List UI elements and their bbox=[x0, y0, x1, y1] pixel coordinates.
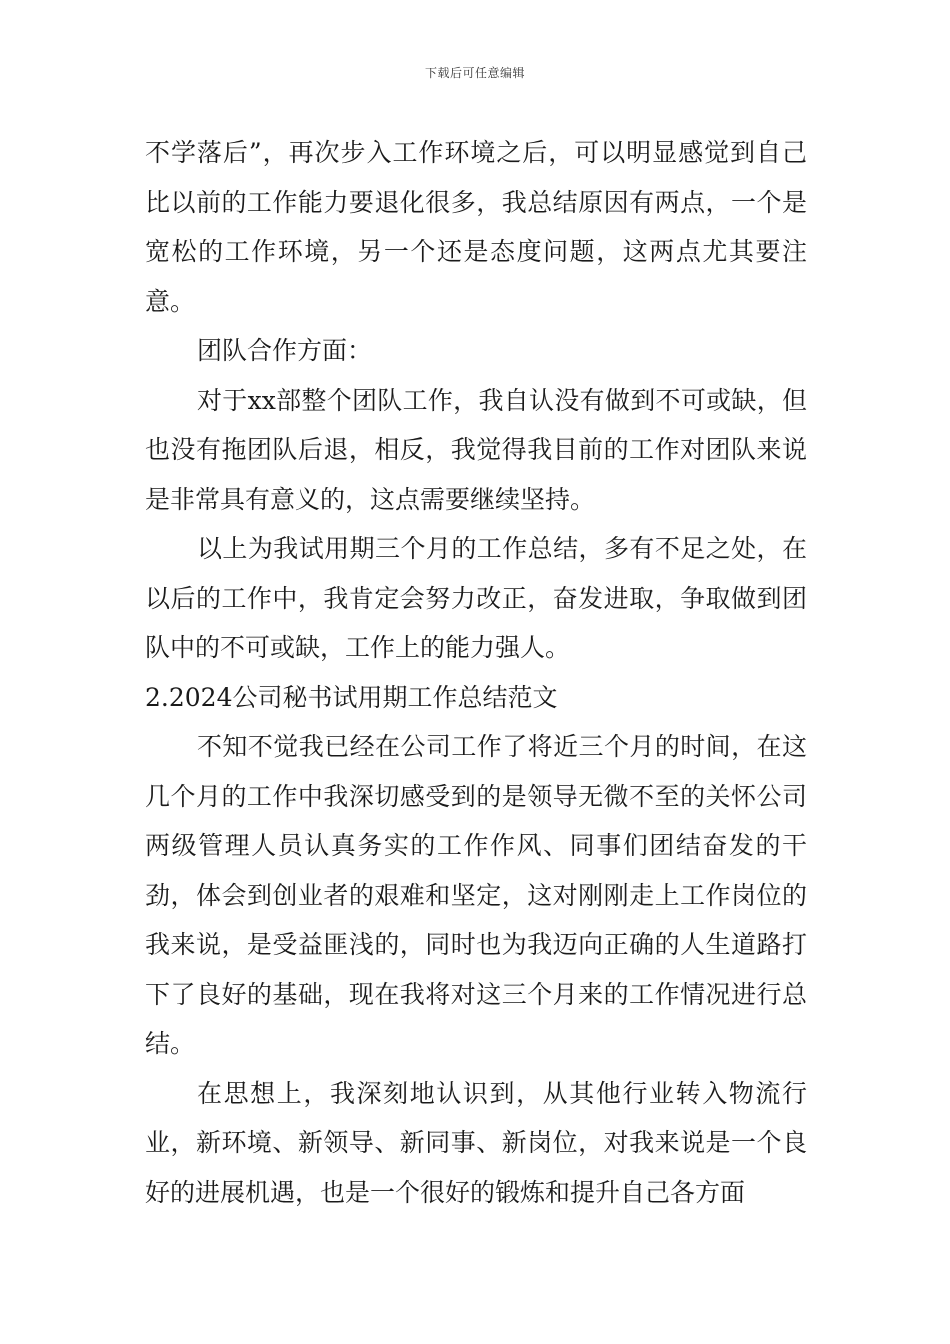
paragraph-intro: 不知不觉我已经在公司工作了将近三个月的时间，在这几个月的工作中我深切感受到的是领导无微不至的关怀公司两级管理人员认真务实的工作作风、同事们团结奋发的干劲，体会到创业者的艰难和坚定，这对刚刚走上工作岗位的我来说，是受益匪浅的，同时也为我迈向正确的人生道路打下了良好的基础，现在我将对这三个月来的工作情况进行总结。 bbox=[145, 732, 807, 1058]
paragraph-continuation: 不学落后”，再次步入工作环境之后，可以明显感觉到自己比以前的工作能力要退化很多，我总结原因有两点，一个是宽松的工作环境，另一个还是态度问题，这两点尤其要注意。 bbox=[145, 138, 807, 316]
section-label-team: 团队合作方面： bbox=[197, 336, 373, 365]
paragraph-thoughts: 在思想上，我深刻地认识到，从其他行业转入物流行业，新环境、新领导、新同事、新岗位，对我来说是一个良好的进展机遇，也是一个很好的锻炼和提升自己各方面 bbox=[145, 1078, 807, 1207]
paragraph-conclusion: 以上为我试用期三个月的工作总结，多有不足之处，在以后的工作中，我肯定会努力改正，奋发进取，争取做到团队中的不可或缺，工作上的能力强人。 bbox=[145, 534, 807, 662]
section-heading: 2.2024公司秘书试用期工作总结范文 bbox=[145, 682, 558, 712]
paragraph-team: 对于xx部整个团队工作，我自认没有做到不可或缺，但也没有拖团队后退，相反，我觉得我目前的工作对团队来说是非常具有意义的，这点需要继续坚持。 bbox=[145, 385, 807, 514]
header-note: 下载后可任意编辑 bbox=[424, 66, 525, 80]
document-body bbox=[145, 128, 807, 1217]
